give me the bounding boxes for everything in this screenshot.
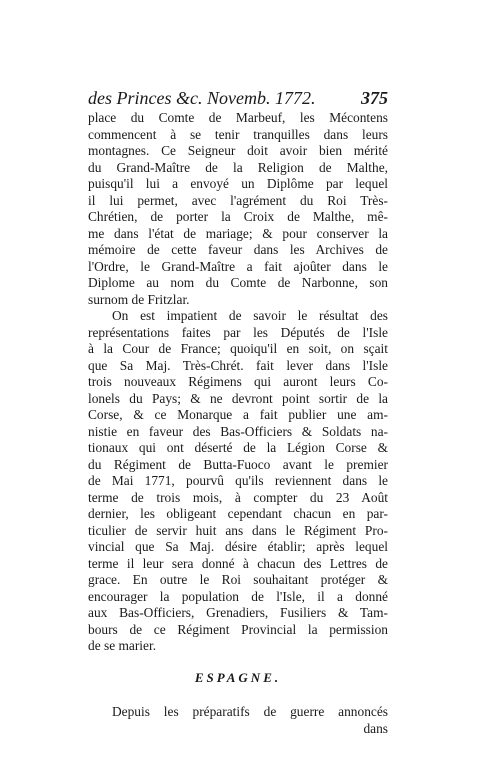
text-line: montagnes. Ce Seigneur doit avoir bien mérité [88, 143, 388, 158]
running-head: des Princes &c. Novemb. 1772. [88, 88, 316, 108]
text-line: du Grand-Maître de la Religion de Malthe, [88, 159, 388, 175]
text-line: il lui permet, avec l'agrément du Roi Très- [88, 192, 388, 208]
text-line: ticulier de servir huit ans dans le Régiment Pro- [88, 522, 388, 538]
text-line: de se marier. [88, 638, 157, 653]
paragraph-1 [88, 110, 388, 308]
book-page [88, 88, 388, 737]
paragraph-3 [88, 704, 388, 721]
text-line: bours de ce Régiment Provincial la permission [88, 621, 388, 637]
text-line: Diplome au nom du Comte de Narbonne, son [88, 275, 388, 290]
text-line: trois nouveaux Régimens qui auront leurs Co- [88, 374, 388, 389]
text-line: grace. En outre le Roi souhaitant protéger & [88, 572, 388, 587]
catchword: dans [363, 720, 388, 736]
text-line: mémoire de cette faveur dans les Archives de [88, 242, 388, 257]
text-line: puisqu'il lui a envoyé un Diplôme par lequel [88, 176, 388, 191]
text-line: Depuis les préparatifs de guerre annoncés [112, 704, 388, 719]
text-line: Chrétien, de porter la Croix de Malthe, mê- [88, 209, 388, 224]
text-line: lonels du Pays; & ne devront point sortir de la [88, 390, 388, 406]
section-title: ESPAGNE. [194, 669, 282, 685]
text-line: terme de trois mois, à compter du 23 Août [88, 489, 388, 505]
text-line: place du Comte de Marbeuf, les Mécontens [88, 110, 388, 125]
text-line: l'Ordre, le Grand-Maître a fait ajoûter dans le [88, 258, 388, 274]
text-line: commencent à se tenir tranquilles dans leurs [88, 126, 388, 142]
page-number: 375 [361, 88, 388, 108]
text-line: du Régiment de Butta-Fuoco avant le premier [88, 456, 388, 472]
text-line: aux Bas-Officiers, Grenadiers, Fusiliers & Tam- [88, 605, 388, 620]
text-line: terme il leur sera donné à chacun des Lettres de [88, 555, 388, 571]
text-line: de Mai 1771, pourvû qu'ils reviennent dans le [88, 473, 388, 488]
text-line: représentations faites par les Députés de l'Isle [88, 324, 388, 340]
text-line: me dans l'état de mariage; & pour conserver la [88, 225, 388, 241]
text-line: à la Cour de France; quoiqu'il en soit, on sçait [88, 341, 388, 356]
text-line: encourager la population de l'Isle, il a donné [88, 588, 388, 604]
text-line: surnom de Fritzlar. [88, 291, 190, 307]
paragraph-2 [88, 308, 388, 655]
text-line: nistie en faveur des Bas-Officiers & Soldats na- [88, 423, 388, 439]
text-line: tionaux qui ont déserté de la Légion Corse & [88, 440, 388, 455]
body-text [88, 110, 388, 737]
page-header [88, 88, 388, 108]
text-line: dernier, les obligeant cependant chacun en par- [88, 506, 388, 521]
text-line: On est impatient de savoir le résultat des [112, 308, 388, 323]
text-line: que Sa Maj. Très-Chrét. fait lever dans l'Isle [88, 357, 388, 373]
text-line: vincial que Sa Maj. désire établir; après lequel [88, 539, 388, 554]
text-line: Corse, & ce Monarque a fait publier une am- [88, 407, 388, 422]
